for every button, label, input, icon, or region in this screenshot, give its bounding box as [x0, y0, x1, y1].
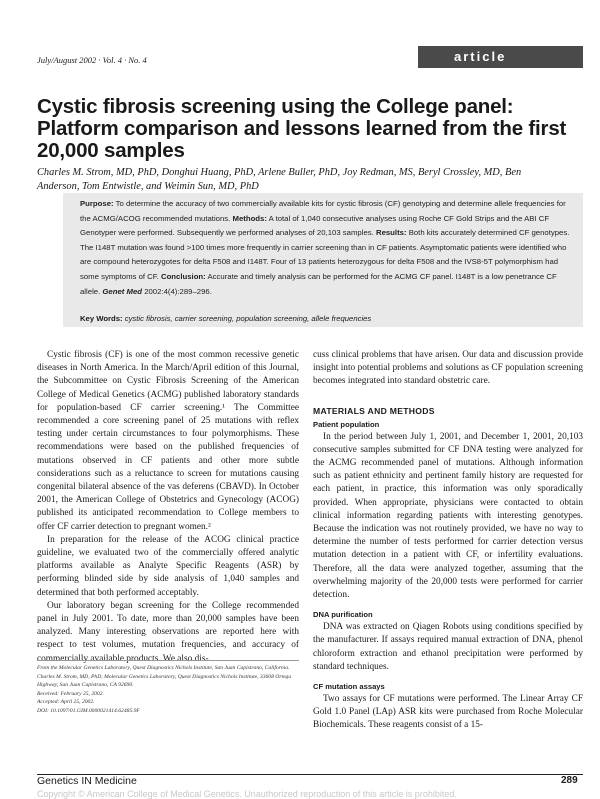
section-heading: MATERIALS AND METHODS: [313, 405, 435, 416]
conclusion-text: Accurate and timely analysis can be performed for the ACMG CF panel. I148T is a low penetrance CF allele.: [80, 271, 557, 296]
copyright-notice: Copyright © American College of Medical Genetics. Unauthorized reproduction of this article is prohibited.: [37, 789, 457, 799]
author-list: Charles M. Strom, MD, PhD, Donghui Huang, PhD, Arlene Buller, PhD, Joy Redman, MS, Beryl Crossley, MD, Ben Anderson, Tom Entwistle, and Weimin Sun, MD, PhD: [37, 167, 522, 192]
footnote-doi: DOI: 10.1097/01.GIM.0000021414.62485.9F: [37, 707, 140, 714]
abstract: [80, 197, 578, 299]
subsection-heading: DNA purification: [313, 610, 373, 620]
article-title: Cystic fibrosis screening using the College panel: Platform comparison and lessons learned from the first 20,000 samples: [37, 95, 567, 162]
journal-name: Genetics IN Medicine: [37, 775, 137, 787]
results-text: Both kits accurately determined CF genotypes. The I148T mutation was found >100 times more frequently in carrier screening than in CF patients. Asymptomatic patients were identified who are compound heterozygotes for delta F508 and I148T. Four of 13 patients heterozygous for delta F508 and the IVS8-5T polymorphism had some symptoms of CF.: [80, 228, 570, 281]
subsection-heading: CF mutation assays: [313, 682, 385, 692]
footnotes: [37, 664, 299, 716]
section-tab: article: [418, 46, 583, 68]
results-label: Results:: [375, 228, 407, 238]
body-left-column: [37, 349, 299, 666]
methods-text: A total of 1,040 consecutive analyses using Roche CF Gold Strips and the ABI CF Genotyper were performed. Subsequently we performed analyses of 20,103 samples.: [80, 213, 550, 238]
purpose-text: To determine the accuracy of two commercially available kits for cystic fibrosis (CF) genotyping and determine allele frequencies for the ACMG/ACOG recommended mutations.: [80, 199, 566, 223]
citation-details: 2002:4(4):289–296.: [144, 286, 212, 296]
body-paragraph: Two assays for CF mutations were performed. The Linear Array CF Gold 1.0 Panel (LAp) ASR kits were purchased from Roche Molecular Biochemicals. These reagents consist of a 15-: [313, 694, 583, 731]
body-paragraph: cuss clinical problems that have arisen. Our data and discussion provide insight into potential problems and solutions as CF population screening becomes integrated into standard obstetric care.: [313, 350, 583, 387]
subsection-heading: Patient population: [313, 419, 380, 429]
body-paragraph: DNA was extracted on Qiagen Robots using conditions specified by the manufacturer. If assays required manual extraction of DNA, phenol chloroform extraction and ethanol precipitation were performed by standard techniques.: [313, 622, 583, 672]
page-number: 289: [561, 775, 578, 786]
body-right-column: [313, 349, 583, 733]
keywords: [80, 314, 578, 324]
footnote-received: Received: February 25, 2002.: [37, 690, 104, 697]
footnote-accepted: Accepted: April 25, 2002.: [37, 699, 95, 706]
methods-label: Methods:: [232, 213, 267, 223]
citation-journal: Genet Med: [102, 286, 143, 296]
footnote-affiliation: From the Molecular Genetics Laboratory, Quest Diagnostics Nichols Institute, San Juan Capistrano, California.: [37, 665, 290, 671]
conclusion-label: Conclusion:: [160, 271, 206, 281]
purpose-label: Purpose:: [80, 199, 114, 208]
running-head: July/August 2002 · Vol. 4 · No. 4: [37, 55, 147, 65]
footnote-divider: [37, 660, 299, 661]
body-paragraph: In the period between July 1, 2001, and December 1, 2001, 20,103 consecutive samples submitted for CF DNA testing were analyzed for the ACMG recommended panel of mutations. Although information such as patient ethnicity and pertinent family history are requested for each patient, in practice, this information was only sporadically provided. When appropriate, physicians were contacted to obtain clinical information regarding patients with interesting genotypes. Because the indication was not routinely provided, we have no way to determine the number of tests performed for carrier detection versus mutation detection in a patient with CF, or infertility evaluations. Therefore, all the data were analyzed together, assuming that the overwhelming majority of the 20,000 tests were performed for carrier detection.: [313, 431, 583, 601]
body-paragraph: Cystic fibrosis (CF) is one of the most common recessive genetic diseases in North America. In the March/April edition of this Journal, the Subcommittee on Cystic Fibrosis Screening of the American College of Medical Genetics (ACMG) published laboratory standards for population-based CF carrier screening.¹ The Committee recommended a core screening panel of 25 mutations with reflex testing under certain circumstances to four polymorphisms. These recommendations were based on the published frequencies of mutations observed in CF patients and other more subtle considerations such as a reluctance to screen for mutations causing congenital bilateral absence of the vas deferens (CBAVD). In October 2001, the American College of Obstetrics and Gynecology (ACOG) published its anticipated recommendation to College members to offer CF carrier detection to pregnant women.²: [37, 350, 299, 532]
body-paragraph: In preparation for the release of the ACOG clinical practice guideline, we evaluated two of the commercially offered analytic platforms available as Analyte Specific Reagents (ASR) by performing blinded side by side analysis of 1,040 samples and determined that both performed acceptably.: [37, 534, 299, 598]
keywords-text: cystic fibrosis, carrier screening, population screening, allele frequencies: [124, 314, 372, 323]
body-paragraph: Our laboratory began screening for the College recommended panel in July 2001. To date, more than 20,000 samples have been analyzed. Many interesting observations are reported here with respect to test volumes, mutation frequencies, and accuracy of commercially available products. We also dis-: [37, 600, 299, 664]
footnote-correspondence: Charles M. Strom, MD, PhD, Molecular Genetics Laboratory, Quest Diagnostics Nichols Institute, 33608 Ortega Highway, San Juan Capistrano, CA 92690.: [37, 673, 292, 689]
keywords-label: Key Words:: [80, 314, 123, 323]
